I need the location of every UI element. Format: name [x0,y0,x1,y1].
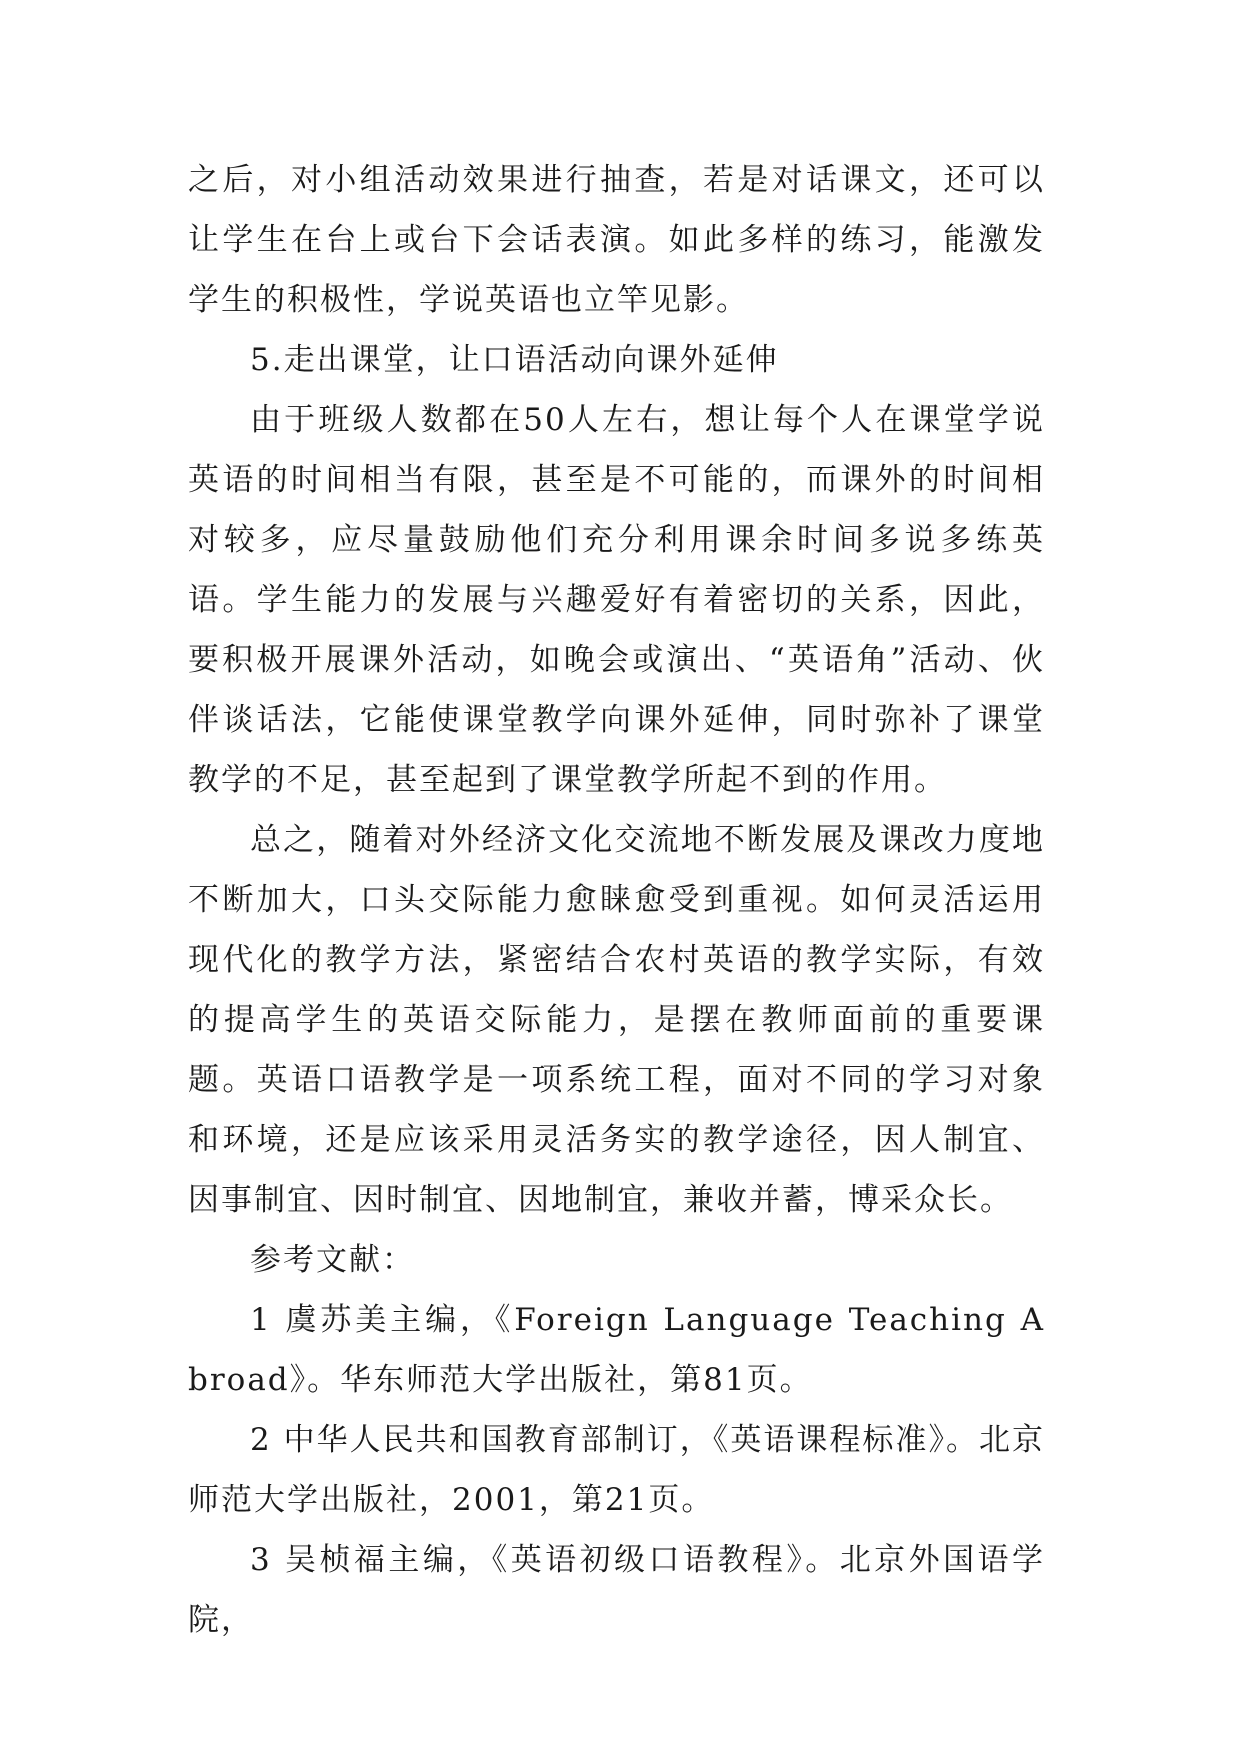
document-body [188,150,1045,1650]
section-heading-5: 5.走出课堂，让口语活动向课外延伸 [250,342,779,378]
reference-item-1: 1 虞苏美主编，《Foreign Language Teaching Abroad》。华东师范大学出版社，第81页。 [188,1302,1045,1398]
paragraph-extracurricular: 由于班级人数都在50人左右，想让每个人在课堂学说英语的时间相当有限，甚至是不可能的，而课外的时间相对较多，应尽量鼓励他们充分利用课余时间多说多练英语。学生能力的发展与兴趣爱好有着密切的关系，因此，要积极开展课外活动，如晚会或演出、“英语角”活动、伙伴谈话法，它能使课堂教学向课外延伸，同时弥补了课堂教学的不足，甚至起到了课堂教学所起不到的作用。 [188,402,1045,798]
paragraph-conclusion: 总之，随着对外经济文化交流地不断发展及课改力度地不断加大，口头交际能力愈睐愈受到重视。如何灵活运用现代化的教学方法，紧密结合农村英语的教学实际，有效的提高学生的英语交际能力，是摆在教师面前的重要课题。英语口语教学是一项系统工程，面对不同的学习对象和环境，还是应该采用灵活务实的教学途径，因人制宜、因事制宜、因时制宜、因地制宜，兼收并蓄，博采众长。 [188,822,1045,1218]
reference-item-3: 3 吴桢福主编，《英语初级口语教程》。北京外国语学院， [188,1542,1045,1638]
references-heading: 参考文献： [250,1242,415,1278]
paragraph-group-activity-end: 之后，对小组活动效果进行抽查，若是对话课文，还可以让学生在台上或台下会话表演。如此多样的练习，能激发学生的积极性，学说英语也立竿见影。 [188,162,1045,318]
reference-item-2: 2 中华人民共和国教育部制订，《英语课程标准》。北京师范大学出版社，2001，第21页。 [188,1422,1045,1518]
